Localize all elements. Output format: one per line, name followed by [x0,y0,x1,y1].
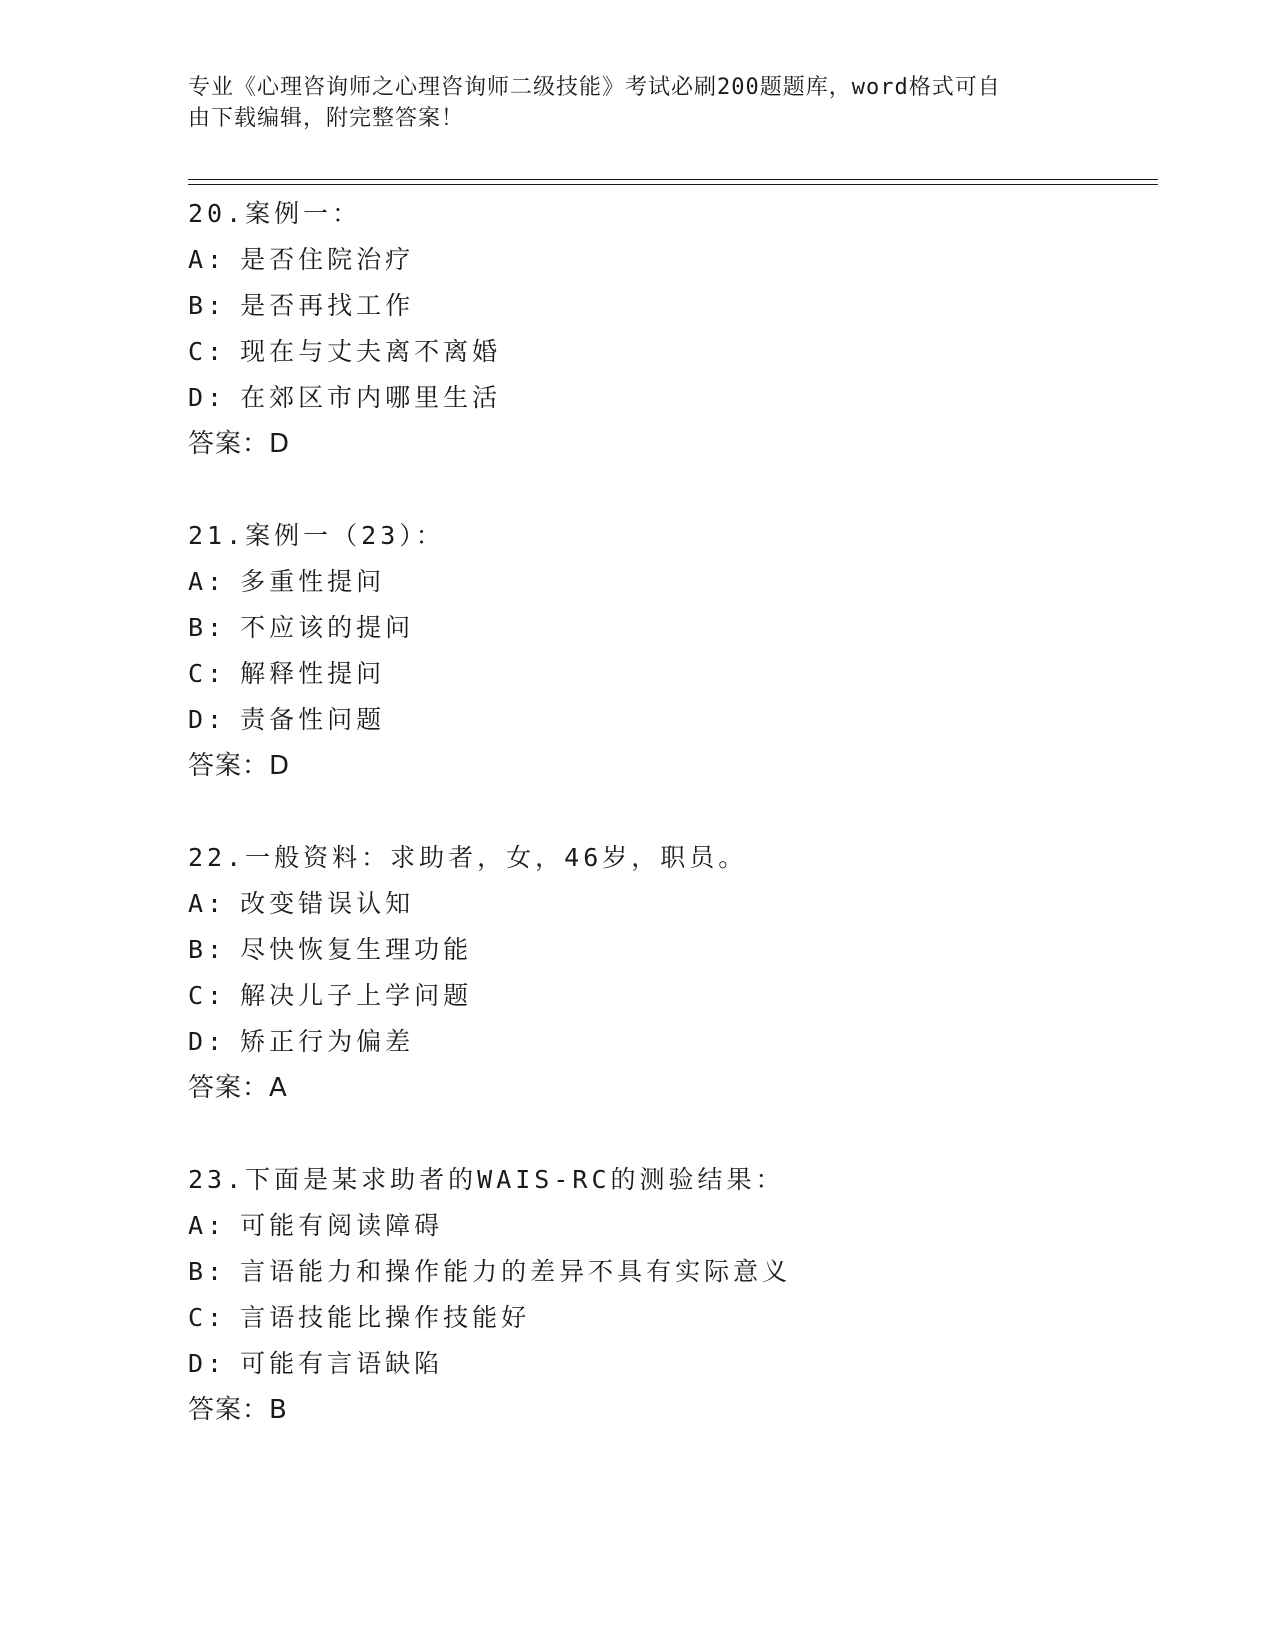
option-letter: D: [188,1027,227,1056]
option-letter: B: [188,935,227,964]
option-a [188,881,1148,927]
option-text: 解决儿子上学问题 [240,981,473,1010]
question-22 [188,835,1148,1111]
option-letter: A: [188,1211,227,1240]
option-text: 改变错误认知 [240,889,415,918]
option-text: 责备性问题 [240,705,386,734]
answer-line: 答案：D [188,751,291,781]
option-c [188,329,1148,375]
option-b [188,927,1148,973]
option-text: 矫正行为偏差 [240,1027,415,1056]
question-list [188,191,1148,1479]
option-text: 在郊区市内哪里生活 [240,383,502,412]
question-title: 23.下面是某求助者的WAIS-RC的测验结果： [188,1165,785,1194]
option-text: 是否住院治疗 [240,245,415,274]
option-c [188,1295,1148,1341]
option-letter: A: [188,567,227,596]
option-letter: D: [188,1349,227,1378]
answer-line: 答案：B [188,1395,288,1425]
option-letter: C: [188,659,227,688]
option-a [188,1203,1148,1249]
question-20 [188,191,1148,467]
option-text: 是否再找工作 [240,291,415,320]
option-letter: A: [188,889,227,918]
header-divider-top [188,179,1158,180]
option-letter: B: [188,613,227,642]
option-d [188,375,1148,421]
option-letter: D: [188,705,227,734]
option-c [188,973,1148,1019]
option-text: 现在与丈夫离不离婚 [240,337,502,366]
option-b [188,1249,1148,1295]
option-letter: B: [188,1257,227,1286]
option-b [188,605,1148,651]
header-line-2: 由下载编辑，附完整答案！ [188,106,465,131]
header-line-1: 专业《心理咨询师之心理咨询师二级技能》考试必刷200题题库，word格式可自 [188,75,1001,100]
option-d [188,1019,1148,1065]
option-letter: C: [188,1303,227,1332]
header-divider-bottom [188,184,1158,185]
option-letter: C: [188,981,227,1010]
option-letter: C: [188,337,227,366]
option-text: 多重性提问 [240,567,386,596]
option-text: 可能有阅读障碍 [240,1211,444,1240]
option-c [188,651,1148,697]
option-text: 解释性提问 [240,659,386,688]
option-text: 可能有言语缺陷 [240,1349,444,1378]
option-text: 言语能力和操作能力的差异不具有实际意义 [240,1257,792,1286]
option-letter: B: [188,291,227,320]
answer-line: 答案：D [188,429,291,459]
answer-line: 答案：A [188,1073,288,1103]
question-title: 21.案例一（23）： [188,521,445,550]
option-text: 不应该的提问 [240,613,415,642]
document-header [188,72,1078,134]
question-title: 22.一般资料：求助者，女，46岁，职员。 [188,843,748,872]
question-21 [188,513,1148,789]
option-text: 尽快恢复生理功能 [240,935,473,964]
option-b [188,283,1148,329]
option-letter: D: [188,383,227,412]
option-text: 言语技能比操作技能好 [240,1303,531,1332]
option-a [188,559,1148,605]
question-title: 20.案例一： [188,199,362,228]
option-d [188,1341,1148,1387]
question-23 [188,1157,1148,1433]
option-d [188,697,1148,743]
option-letter: A: [188,245,227,274]
option-a [188,237,1148,283]
